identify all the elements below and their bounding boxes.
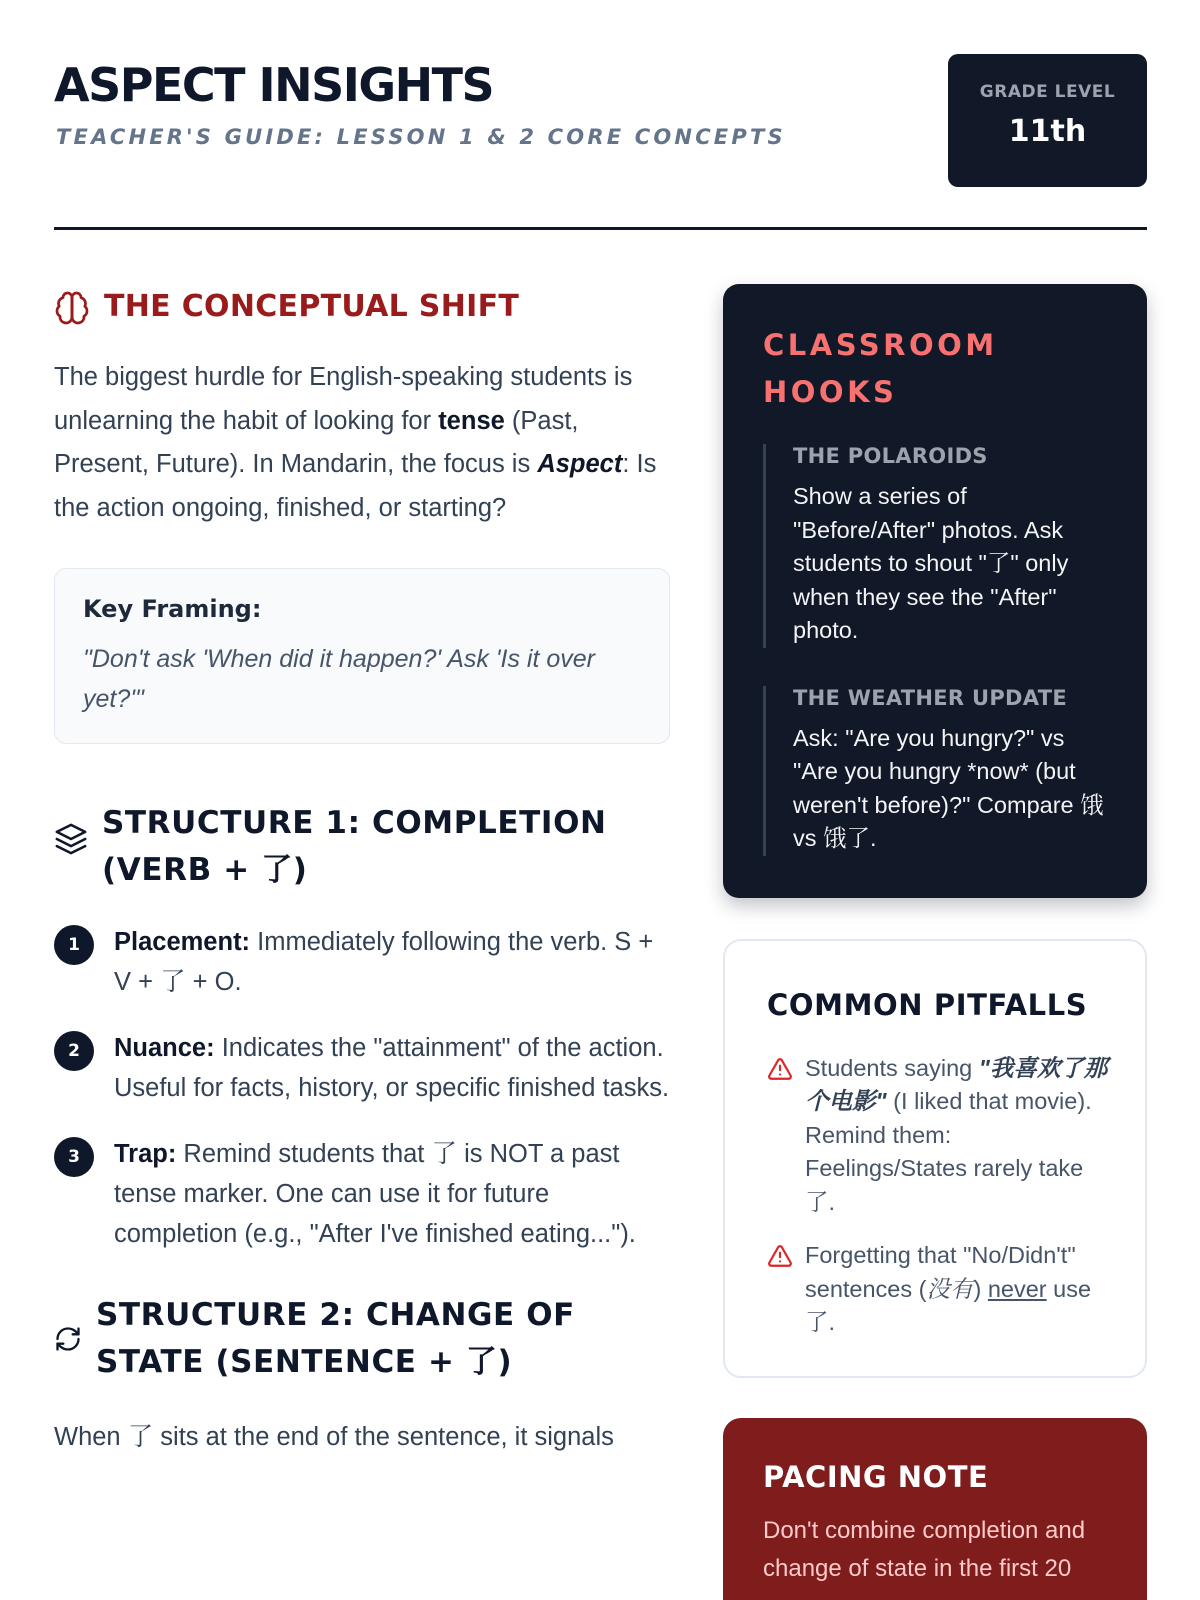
- hook-title: THE POLAROIDS: [793, 444, 988, 468]
- completion-steps-list: [54, 922, 670, 1254]
- warning-icon: [767, 1243, 793, 1340]
- conceptual-shift-heading: [54, 286, 670, 328]
- card-title: PACING NOTE: [763, 1459, 989, 1494]
- pitfall-body: Forgetting that "No/Didn't" sentences (: [805, 1242, 1076, 1302]
- step-label: Placement:: [114, 928, 251, 956]
- card-title: CLASSROOM HOOKS: [763, 328, 998, 409]
- step-label: Nuance:: [114, 1034, 215, 1062]
- paragraph-text: (Past, Present, Future). In Mandarin, the focus is: [54, 406, 579, 478]
- step-body: Indicates the "attainment" of the action. Useful for facts, history, or specific finished tasks.: [114, 1034, 670, 1102]
- list-item: [54, 922, 670, 1002]
- structure-2-heading: [54, 1292, 670, 1386]
- main-column: [54, 286, 670, 1460]
- brain-icon: [54, 290, 90, 326]
- step-body: Immediately following the verb. S + V + 了 + O.: [114, 928, 654, 996]
- pitfall-body: Students saying: [805, 1054, 979, 1081]
- classroom-hooks-card: [723, 284, 1147, 898]
- sidebar: [723, 284, 1147, 1600]
- emphasis-tense: tense: [438, 406, 505, 435]
- pacing-note-card: [723, 1418, 1147, 1600]
- emphasis-aspect: Aspect: [537, 450, 623, 478]
- step-text: [114, 922, 670, 1002]
- page-header: [54, 54, 1147, 230]
- pitfall-body: ): [973, 1275, 988, 1302]
- section-title: THE CONCEPTUAL SHIFT: [104, 289, 520, 324]
- hook-item: [763, 444, 1115, 648]
- step-number: 1: [54, 925, 94, 965]
- step-label: Trap:: [114, 1140, 177, 1168]
- hook-text: Show a series of "Before/After" photos. Ask students to shout "了" only when they see the "After" photo.: [793, 483, 1069, 643]
- card-title: COMMON PITFALLS: [767, 987, 1088, 1022]
- step-number: 3: [54, 1137, 94, 1177]
- pitfall-body: (I liked that movie). Remind them: Feelings/States rarely take 了.: [805, 1088, 1092, 1215]
- structure-2-paragraph: When 了 sits at the end of the sentence, it signals: [54, 1423, 614, 1451]
- common-pitfalls-card: [723, 939, 1147, 1378]
- pacing-text: Don't combine completion and change of state in the first 20: [763, 1516, 1086, 1582]
- refresh-icon: [54, 1325, 82, 1353]
- pitfall-emphasis: never: [987, 1275, 1047, 1302]
- pitfall-example: 没有: [926, 1275, 974, 1302]
- structure-1-heading: [54, 800, 670, 894]
- key-framing-callout: [54, 568, 670, 744]
- step-text: [114, 1028, 670, 1108]
- conceptual-shift-paragraph: [54, 356, 670, 530]
- step-number: 2: [54, 1031, 94, 1071]
- pitfall-example: "我喜欢了那个电影": [805, 1054, 1108, 1114]
- pitfall-item: [767, 1052, 1115, 1220]
- step-body: Remind students that 了 is NOT a past tense marker. One can use it for future completion (e.g., "After I've finished eating...").: [114, 1140, 636, 1248]
- layers-icon: [54, 822, 88, 856]
- step-text: [114, 1134, 670, 1254]
- pitfall-body: use 了.: [805, 1275, 1092, 1335]
- callout-title: Key Framing:: [83, 595, 262, 623]
- hook-text: Ask: "Are you hungry?" vs "Are you hungry *now* (but weren't before)?" Compare 饿 vs 饿了.: [793, 724, 1104, 851]
- hook-title: THE WEATHER UPDATE: [793, 685, 1067, 710]
- pitfall-item: [767, 1239, 1115, 1340]
- list-item: [54, 1028, 670, 1108]
- grade-level-badge: [948, 54, 1147, 187]
- callout-quote: "Don't ask 'When did it happen?' Ask 'Is it over yet?'": [83, 645, 596, 713]
- pitfall-text: [805, 1052, 1115, 1220]
- section-title: STRUCTURE 1: COMPLETION (VERB + 了): [102, 805, 607, 888]
- paragraph-text: The biggest hurdle for English-speaking students is unlearning the habit of looking for: [54, 363, 633, 435]
- warning-icon: [767, 1056, 793, 1220]
- pitfall-text: [805, 1239, 1115, 1340]
- paragraph-text: : Is the action ongoing, finished, or starting?: [54, 450, 657, 522]
- grade-level-value: 11th: [1008, 114, 1087, 149]
- section-title: STRUCTURE 2: CHANGE OF STATE (SENTENCE + 了): [96, 1297, 575, 1380]
- list-item: [54, 1134, 670, 1254]
- page-title: ASPECT INSIGHTS: [54, 58, 494, 112]
- header-divider: [54, 227, 1147, 230]
- page-subtitle: TEACHER'S GUIDE: LESSON 1 & 2 CORE CONCEPTS: [56, 125, 786, 149]
- hook-item: [763, 686, 1115, 856]
- grade-level-label: GRADE LEVEL: [979, 82, 1116, 102]
